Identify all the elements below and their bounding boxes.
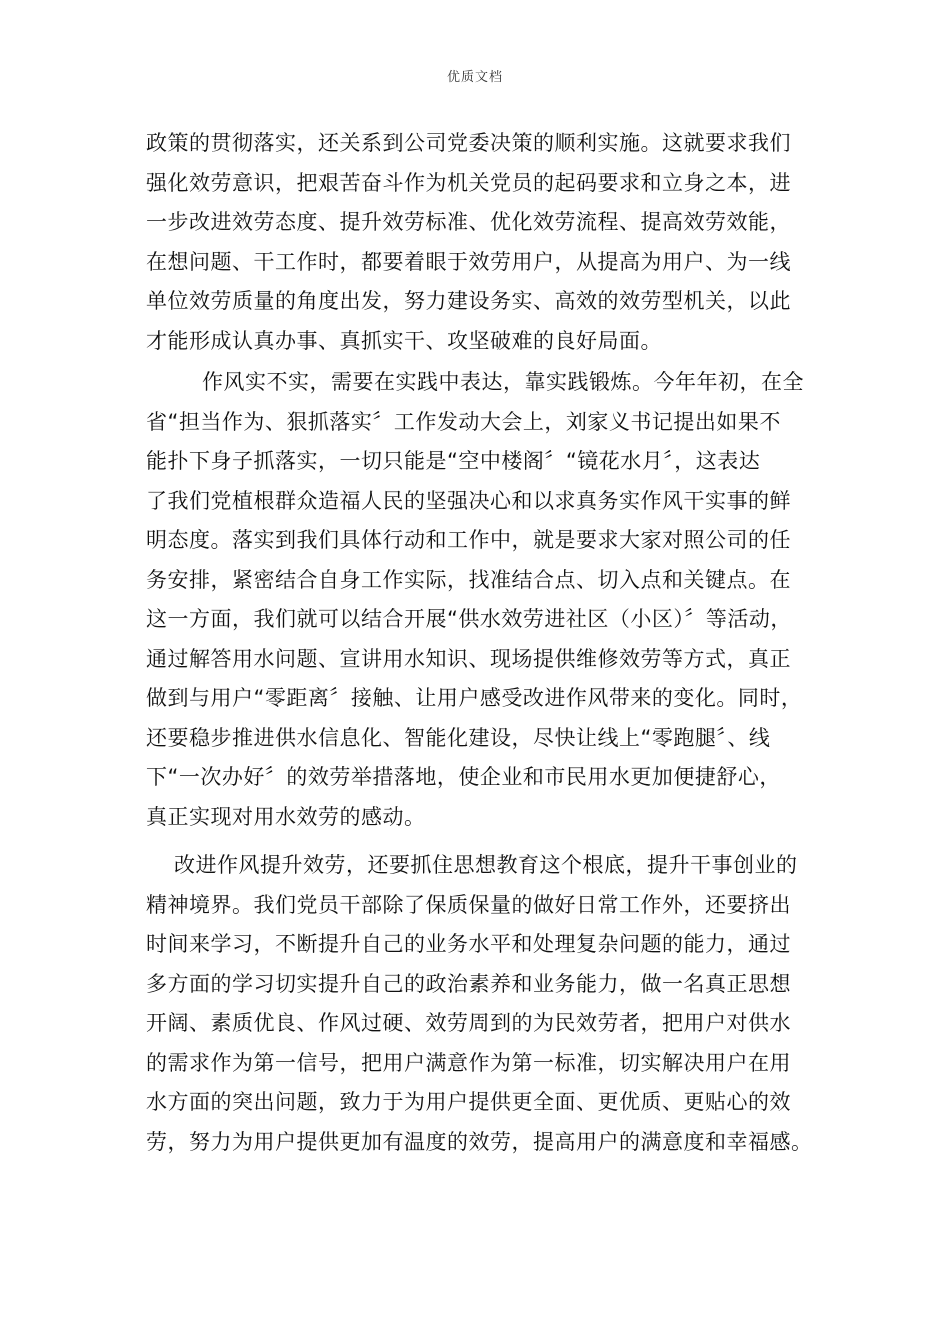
text-line: 改进作风提升效劳，还要抓住思想教育这个根底，提升干事创业的 bbox=[174, 853, 798, 877]
text-line: 的需求作为第一信号，把用户满意作为第一标准，切实解决用户在用 bbox=[146, 1050, 791, 1075]
text-line: 劳，努力为用户提供更加有温度的效劳，提高用户的满意度和幸福感。 bbox=[146, 1129, 813, 1154]
text-line: 强化效劳意识，把艰苦奋斗作为机关党员的起码要求和立身之本，进 bbox=[146, 170, 791, 195]
text-line: 多方面的学习切实提升自己的政治素养和业务能力，做一名真正思想 bbox=[146, 971, 791, 996]
text-line: 水方面的突出问题，致力于为用户提供更全面、更优质、更贴心的效 bbox=[146, 1090, 791, 1114]
text-line: 明态度。落实到我们具体行动和工作中，就是要求大家对照公司的任 bbox=[146, 528, 791, 552]
text-line: 了我们党植根群众造福人民的坚强决心和以求真务实作风干实事的鲜 bbox=[146, 488, 791, 513]
text-line: 务安排，紧密结合自身工作实际，找准结合点、切入点和关键点。在 bbox=[146, 567, 791, 592]
text-line: 下“一次办好〞的效劳举措落地，使企业和市民用水更加便捷舒心， bbox=[146, 765, 781, 789]
text-line: 时间来学习，不断提升自己的业务水平和处理复杂问题的能力，通过 bbox=[146, 932, 791, 956]
text-line: 精神境界。我们党员干部除了保质保量的做好日常工作外，还要挤出 bbox=[146, 892, 791, 917]
text-line: 还要稳步推进供水信息化、智能化建设，尽快让线上“零跑腿〞、线 bbox=[146, 725, 771, 750]
text-line: 才能形成认真办事、真抓实干、攻坚破难的良好局面。 bbox=[146, 328, 662, 353]
text-line: 在想问题、干工作时，都要着眼于效劳用户，从提高为用户、为一线 bbox=[146, 249, 791, 274]
text-line: 开阔、素质优良、作风过硬、效劳周到的为民效劳者，把用户对供水 bbox=[146, 1011, 791, 1035]
text-line: 真正实现对用水效劳的感动。 bbox=[146, 804, 426, 829]
text-line: 能扑下身子抓落实，一切只能是“空中楼阁〞“镜花水月〞，这表达 bbox=[146, 449, 761, 473]
text-line: 通过解答用水问题、宣讲用水知识、现场提供维修效劳等方式，真正 bbox=[146, 646, 791, 671]
text-line: 一步改进效劳态度、提升效劳标准、优化效劳流程、提高效劳效能， bbox=[146, 210, 791, 234]
text-line: 作风实不实，需要在实践中表达，靠实践锻炼。今年年初，在全 bbox=[202, 370, 804, 394]
text-line: 政策的贯彻落实，还关系到公司党委决策的顺利实施。这就要求我们 bbox=[146, 131, 791, 155]
text-line: 这一方面，我们就可以结合开展“供水效劳进社区（小区）〞等活动， bbox=[146, 607, 792, 631]
page-header: 优质文档 bbox=[446, 70, 503, 85]
text-line: 做到与用户“零距离〞接触、让用户感受改进作风带来的变化。同时， bbox=[146, 686, 803, 710]
text-line: 省“担当作为、狠抓落实〞工作发动大会上，刘家义书记提出如果不 bbox=[146, 409, 781, 434]
text-line: 单位效劳质量的角度出发，努力建设务实、高效的效劳型机关，以此 bbox=[146, 289, 791, 313]
